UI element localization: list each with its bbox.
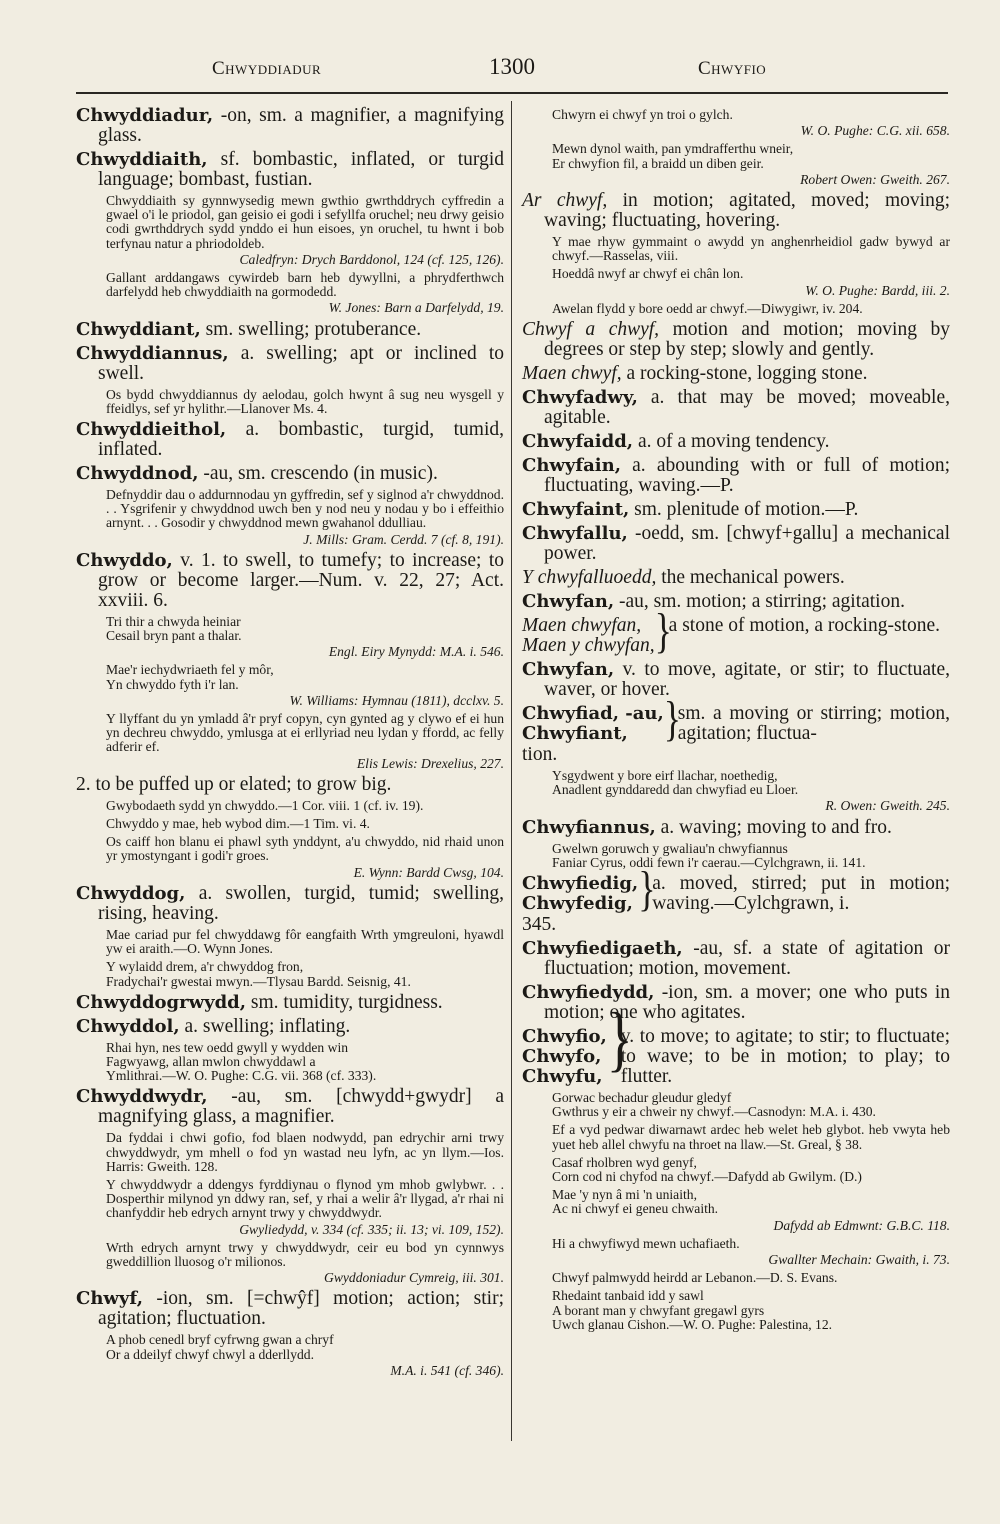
braced-headword: Chwyfu, [522, 1066, 603, 1088]
quotation: Wrth edrych arnynt trwy y chwyddwydr, ceir eu bod yn cynnwys gweddillion lluosog o'r milionos. [106, 1239, 504, 1269]
braced-definition: v. to move; to agitate; to stir; to fluctuate; to wave; to be in motion; to play; to flutter. [620, 1026, 950, 1088]
entry-headword: Chwyf, [76, 1288, 143, 1310]
verse-quotation: Chwyrn ei chwyf yn troi o gylch. [552, 107, 733, 122]
dictionary-entry [76, 150, 504, 190]
verse-quotation: Rhedaint tanbaid idd y sawl A borant man y chwyfant gregawl gyrs Uwch glanau Cishon.—W. O. Pughe: Palestina, 12. [552, 1288, 833, 1332]
entry-headword: Chwyddiant, [76, 318, 201, 340]
citation: W. O. Pughe: C.G. xii. 658. [800, 123, 950, 139]
verse-quotation: Rhai hyn, nes tew oedd gwyll y wydden win Fagwyawg, allan mwlon chwyddawl a Ymlithrai.—W. O. Pughe: C.G. vii. 368 (cf. 333). [106, 1039, 377, 1084]
entry-definition: the mechanical powers. [656, 567, 845, 589]
citation: E. Wynn: Bardd Cwsg, 104. [353, 864, 504, 880]
brace-symbol: } [606, 997, 633, 1079]
entry-headword: Chwyddol, [76, 1015, 180, 1037]
entry-headword: Chwyfadwy, [522, 387, 638, 409]
braced-headword: Maen chwyfan, [522, 615, 642, 637]
right-column [522, 106, 950, 1336]
verse-quotation: A phob cenedl bryf cyfrwng gwan a chryf Or a ddeilyf chwyf chwyl a dderllydd. [106, 1332, 334, 1362]
dictionary-entry [522, 456, 950, 496]
verse-quotation: Y wylaidd drem, a'r chwyddog fron, Fradychai'r gwestai mwyn.—Tlysau Bardd. Seisnig, 41. [106, 959, 411, 989]
entry-headword: Chwyfaint, [522, 499, 630, 521]
citation: Elis Lewis: Drexelius, 227. [356, 755, 504, 771]
entry-headword: Chwyddogrwydd, [76, 991, 247, 1013]
entry-headword: Chwyddiaith, [76, 149, 208, 170]
citation: W. Williams: Hymnau (1811), dcclxv. 5. [289, 692, 504, 708]
entry-headword: Chwyddnod, [76, 463, 199, 485]
entry-headword: Chwyddiannus, [76, 342, 229, 364]
entry-headword: Chwyddiadur, [76, 105, 214, 126]
header-rule [76, 92, 948, 94]
braced-headwords [522, 874, 638, 914]
braced-headwords [522, 1027, 607, 1087]
citation: R. Owen: Gweith. 245. [825, 798, 950, 814]
entry-definition: sm. swelling; protuberance. [200, 318, 422, 340]
dictionary-entry [76, 1087, 504, 1127]
citation: Gwallter Mechain: Gwaith, i. 73. [768, 1252, 950, 1268]
citation: W. O. Pughe: Bardd, iii. 2. [805, 282, 950, 298]
braced-entry [522, 603, 950, 658]
quotation: Chwyddiaith sy gynnwysedig mewn gwthio gwrthddrych cyffredin a gwael o'i le priodol, gan geisio ei godi i sefyllfa oruchel; neu drwy geisio codi gwrthddrych sydd ynddo ei hun eisoes, yn oruchel, tu hwnt i bob terfynau natur a phriodoldeb. [106, 193, 504, 251]
column-divider [511, 101, 512, 1441]
entry-headword: Chwyddog, [76, 882, 186, 904]
dictionary-entry [522, 388, 950, 428]
citation: Caledfryn: Drych Barddonol, 124 (cf. 125, 126). [239, 251, 504, 267]
verse-quotation: Tri thir a chwyda heiniar Cesail bryn pant a thalar. [106, 613, 242, 644]
citation: Gwyliedydd, v. 334 (cf. 335; ii. 13; vi. 109, 152). [239, 1221, 504, 1237]
entry-headword: Chwyfiannus, [522, 816, 656, 838]
dictionary-entry [76, 1289, 504, 1329]
entry-definition: -on, sm. a magnifier, a magnifying glass. [98, 105, 504, 146]
entry-definition: -au, sm. [chwydd+gwydr] a magnifying glass, a magnifier. [98, 1086, 504, 1128]
dictionary-entry [76, 420, 504, 460]
citation: M.A. i. 541 (cf. 346). [390, 1362, 504, 1378]
quotation: Os bydd chwyddiannus dy aelodau, golch hwynt â sug neu wysgell y ffeidlys, sef yr hylithr.—Llanover Ms. 4. [106, 386, 504, 416]
dictionary-entry [76, 1017, 504, 1037]
citation: J. Mills: Gram. Cerdd. 7 (cf. 8, 191). [303, 531, 504, 547]
dictionary-entry [522, 364, 950, 384]
entry-definition: -oedd, sm. [chwyf+gallu] a mechanical power. [544, 523, 950, 565]
verse-quotation: Gorwac bechadur gleudur gledyf Gwthrus y eir a chweir ny chwyf.—Casnodyn: M.A. i. 430. [552, 1090, 876, 1120]
entry-definition: a. abounding with or full of motion; fluctuating, waving.—P. [544, 455, 950, 497]
verse-quotation: Mae'r iechydwriaeth fel y môr, Yn chwyddo fyth i'r lan. [106, 662, 274, 692]
verse-quotation: Mae 'y nyn â mi 'n uniaith, Ac ni chwyf ei geneu chwaith. [552, 1187, 719, 1217]
dictionary-entry [76, 106, 504, 146]
quotation: Da fyddai i chwi gofio, fod blaen nodwydd, pan edrychir arni trwy chwyddwydr, ym mhell o fod yn wastad neu lyfn, ac yn llym.—Ios. Harris: Gweith. 128. [106, 1130, 504, 1174]
braced-headword: Chwyfiant, [522, 723, 628, 745]
entry-definition: a. that may be moved; moveable, agitable. [544, 387, 950, 429]
braced-entry [522, 861, 950, 916]
quotation: Chwyddo y mae, heb wybod dim.—1 Tim. vi. 4. [106, 816, 370, 832]
dictionary-entry [522, 568, 950, 588]
entry-phrase: Ar chwyf, [522, 190, 608, 212]
citation: Engl. Eiry Mynydd: M.A. i. 546. [328, 644, 504, 660]
entry-definition: a. swollen, turgid, tumid; swelling, rising, heaving. [98, 882, 504, 924]
braced-entry [522, 691, 950, 746]
citation: W. Jones: Barn a Darfelydd, 19. [328, 300, 504, 316]
quotation: Gwybodaeth sydd yn chwyddo.—1 Cor. viii. 1 (cf. iv. 19). [106, 797, 424, 813]
dictionary-entry [522, 983, 950, 1023]
sense-definition: 2. to be puffed up or elated; to grow big. [76, 773, 392, 795]
braced-definition: sm. a moving or stirring; motion, agitation; fluctua- [677, 703, 950, 745]
entry-headword: Chwyfallu, [522, 523, 628, 545]
citation: Dafydd ab Edmwnt: G.B.C. 118. [773, 1217, 950, 1233]
braced-headword: Chwyfo, [522, 1046, 602, 1068]
entry-definition: a rocking-stone, logging stone. [621, 363, 868, 385]
quotation: Y mae rhyw gymmaint o awydd yn anghenrheidiol gadw bywyd ar chwyf.—Rasselas, viii. [552, 234, 950, 264]
running-head-left: Chwyddiadur [212, 58, 322, 79]
entry-definition: in motion; agitated, moved; moving; waving; fluctuating, hovering. [544, 190, 950, 232]
entry-definition: -au, sm. motion; a stirring; agitation. [614, 591, 905, 613]
quotation: Chwyf palmwydd heirdd ar Lebanon.—D. S. Evans. [552, 1270, 838, 1286]
verse-quotation: Casaf rholbren wyd genyf, Corn cod ni chyfod na chwyf.—Dafydd ab Gwilym. (D.) [552, 1154, 862, 1185]
dictionary-entry [522, 500, 950, 520]
dictionary-entry [522, 320, 950, 360]
quotation: Y chwyddwydr a ddengys fyrddiynau o flynod ym mhob gwlybwr. . . Dosperthir milynod yn ddwy ran, sef, y rhai a welir â'r llygad, a'r rhai ni chanfyddir heb edrych arnynt trwy y chwyddwydr. [106, 1176, 504, 1221]
brace-symbol: } [663, 691, 682, 746]
quotation: Y llyffant du yn ymladd â'r pryf copyn, cyn gynted ag y clywo ef ei hun yn dechreu chwyddo, ymlusga at ei erllyriad neu lydan y ffordd, ac felly adferir ef. [106, 711, 504, 755]
braced-headword: Chwyfedig, [522, 893, 633, 915]
dictionary-entry [522, 191, 950, 231]
entry-definition: motion and motion; moving by degrees or step by step; slowly and gently. [544, 319, 950, 361]
running-head-right: Chwyfio [698, 58, 767, 79]
entry-phrase: Y chwyfalluoedd, [522, 567, 657, 589]
entry-definition: sm. plenitude of motion.—P. [629, 499, 859, 521]
entry-headword: Chwyddwydr, [76, 1086, 208, 1108]
dictionary-entry [522, 432, 950, 452]
entry-headword: Chwyfiedydd, [522, 982, 655, 1004]
entry-headword: Chwyddieithol, [76, 419, 227, 441]
quotation: Mae cariad pur fel chwyddawg fôr eangfaith Wrth ymgreuloni, hyawdl yw ei araith.—O. Wynn Jones. [106, 926, 504, 957]
braced-definition: a. moved, stirred; put in motion; waving.—Cylchgrawn, i. [652, 873, 950, 915]
entry-definition: -au, sm. crescendo (in music). [198, 463, 438, 485]
verse-quotation: Gwelwn goruwch y gwaliau'n chwyfiannus Faniar Cyrus, oddi fewn i'r caerau.—Cylchgrawn, ii. 141. [552, 840, 866, 870]
braced-headwords [522, 704, 664, 744]
entry-headword: Chwyfain, [522, 455, 621, 477]
entry-headword: Chwyfiedigaeth, [522, 938, 683, 960]
running-head [76, 54, 948, 84]
dictionary-entry [76, 551, 504, 611]
quotation: Gallant arddangaws cywirdeb barn heb dywyllni, a phrydferthwch darfelydd heb chwyddiaith na gormodedd. [106, 270, 504, 300]
entry-definition: a. bombastic, turgid, tumid, inflated. [98, 419, 504, 461]
quotation: Defnyddir dau o addurnnodau yn gyffredin, sef y siglnod a'r chwyddnod. . . Ysgrifenir y chwyddnod uwch ben y nod neu y nodau y bo i effeithio arnynt. . . Gosodir y chwyddnod mewn gwahanol ddulliau. [106, 487, 504, 531]
braced-headwords [522, 616, 655, 656]
entry-phrase: Maen chwyf, [522, 363, 622, 385]
entry-headword: Chwyfaidd, [522, 431, 634, 453]
dictionary-entry [76, 464, 504, 484]
dictionary-entry [522, 592, 950, 612]
dictionary-entry [522, 818, 950, 838]
page-number: 1300 [489, 54, 535, 79]
entry-definition: -au, sf. a state of agitation or fluctuation; motion, movement. [544, 938, 950, 980]
entry-definition: v. 1. to swell, to tumefy; to increase; to grow or become larger.—Num. v. 22, 27; Act. xxviii. 6. [98, 549, 504, 611]
dictionary-entry [76, 344, 504, 384]
entry-definition: a. of a moving tendency. [633, 431, 830, 453]
quotation: Awelan flydd y bore oedd ar chwyf.—Diwygiwr, iv. 204. [552, 300, 863, 316]
citation: Gwyddoniadur Cymreig, iii. 301. [324, 1270, 504, 1286]
entry-headword: Chwyfan, [522, 659, 615, 681]
verse-quotation: Ysgydwent y bore eirf llachar, noethedig, Anadlent gynddaredd dan chwyfiad eu Lloer. [552, 768, 799, 798]
entry-definition: a. swelling; inflating. [179, 1015, 351, 1037]
dictionary-entry [522, 660, 950, 700]
left-column [76, 106, 504, 1382]
verse-quotation: Mewn dynol waith, pan ymdrafferthu wneir, Er chwyfion fil, a braidd un diben geir. [552, 141, 794, 171]
entry-definition: v. to move, agitate, or stir; to fluctuate, waver, or hover. [544, 659, 950, 701]
quotation: Os caiff hon blanu ei phawl syth ynddynt, a'u chwyddo, nid rhaid unon yr ymostyngant i godi'r groes. [106, 834, 504, 864]
verse-quotation: Hoeddâ nwyf ar chwyf ei chân lon. [552, 266, 744, 282]
braced-headword: Chwyfio, [522, 1026, 607, 1048]
entry-phrase: Chwyf a chwyf, [522, 319, 660, 341]
quotation: Ef a vyd pedwar diwarnawt ardec heb welet heb glybot. heb vwyta heb yuet heb allel chwyfu na throet na llaw.—St. Greal, § 38. [552, 1122, 950, 1152]
braced-headword: Maen y chwyfan, [522, 635, 655, 657]
entry-definition: a. waving; moving to and fro. [655, 816, 892, 838]
entry-definition: a. swelling; apt or inclined to swell. [98, 342, 504, 384]
braced-definition-continuation: tion. [522, 744, 558, 766]
braced-headword: Chwyfiedig, [522, 873, 639, 895]
entry-definition: -ion, sm. a mover; one who puts in motion; one who agitates. [544, 982, 950, 1024]
braced-definition: a stone of motion, a rocking-stone. [668, 615, 940, 637]
dictionary-entry [76, 993, 504, 1013]
verse-quotation: Hi a chwyfiwyd mewn uchafiaeth. [552, 1235, 740, 1251]
citation: Robert Owen: Gweith. 267. [800, 171, 950, 187]
entry-definition: -ion, sm. [=chwŷf] motion; action; stir; agitation; fluctuation. [98, 1288, 504, 1330]
brace-symbol: } [654, 603, 672, 658]
dictionary-entry [522, 524, 950, 564]
dictionary-entry [76, 320, 504, 340]
braced-headword: Chwyfiad, -au, [522, 703, 664, 725]
entry-definition: sf. bombastic, inflated, or turgid language; bombast, fustian. [98, 149, 504, 190]
entry-definition: sm. tumidity, turgidness. [246, 991, 443, 1013]
entry-headword: Chwyddo, [76, 549, 173, 571]
brace-symbol: } [638, 861, 656, 916]
braced-definition-continuation: 345. [522, 914, 557, 936]
dictionary-entry [522, 939, 950, 979]
dictionary-entry [76, 884, 504, 924]
entry-headword: Chwyfan, [522, 591, 615, 613]
